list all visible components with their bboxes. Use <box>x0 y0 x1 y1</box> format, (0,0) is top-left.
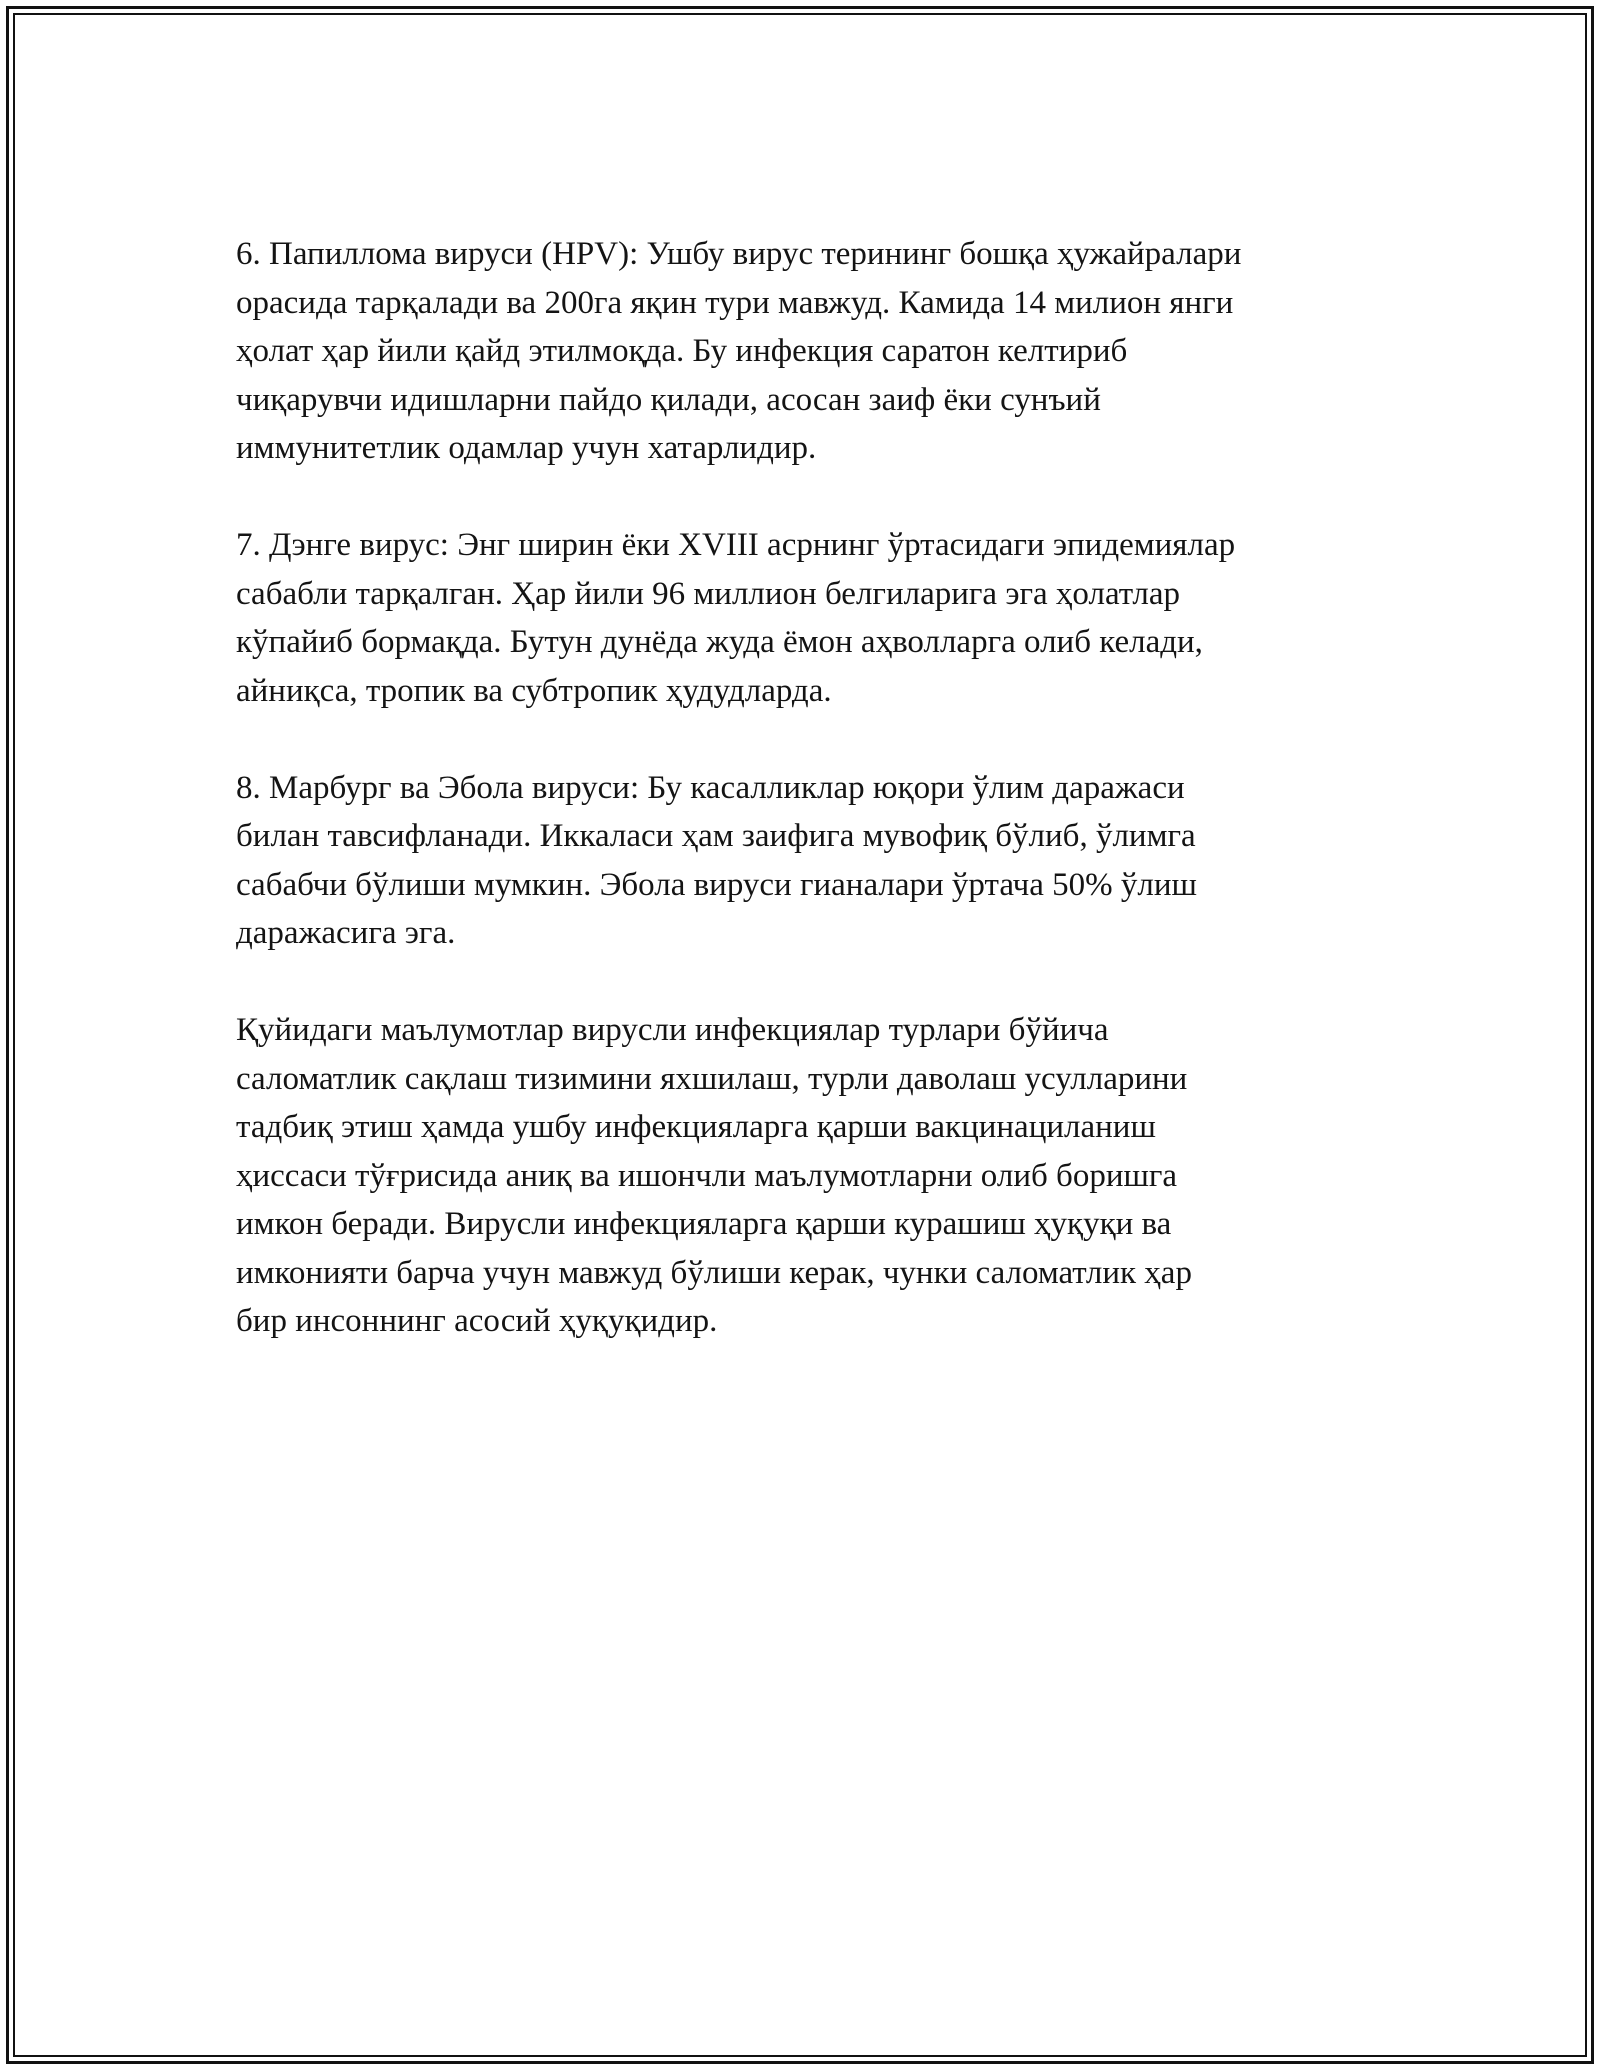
paragraph-dengue <box>236 521 1366 715</box>
text-line: чиқарувчи идишларни пайдо қилади, асосан заиф ёки сунъий <box>236 381 1101 418</box>
text-line: билан тавсифланади. Иккаласи ҳам заифига мувофиқ бўлиб, ўлимга <box>236 818 1196 854</box>
text-line: имконияти барча учун мавжуд бўлиши керак, чунки саломатлик ҳар <box>236 1254 1192 1291</box>
text-line: иммунитетлик одамлар учун хатарлидир. <box>236 430 817 466</box>
text-line: кўпайиб бормақда. Бутун дунёда жуда ёмон аҳволларга олиб келади, <box>236 624 1203 660</box>
text-line: сабабчи бўлиши мумкин. Эбола вируси гианалари ўртача 50% ўлиш <box>236 866 1197 903</box>
document-body <box>236 230 1366 1394</box>
text-line: даражасига эга. <box>236 915 456 951</box>
text-line: ҳиссаси тўғрисида аниқ ва ишончли маълумотларни олиб боришга <box>236 1157 1178 1194</box>
text-line: 7. Дэнге вирус: Энг ширин ёки XVIII асрнинг ўртасидаги эпидемиялар <box>236 527 1236 563</box>
text-line: имкон беради. Вирусли инфекцияларга қарши курашиш ҳуқуқи ва <box>236 1206 1172 1242</box>
paragraph-conclusion <box>236 1006 1366 1346</box>
text-line: Қуйидаги маълумотлар вирусли инфекциялар турлари бўйича <box>236 1012 1109 1048</box>
paragraph-marburg-ebola <box>236 764 1366 958</box>
text-line: орасида тарқалади ва 200га яқин тури мавжуд. Камида 14 милион янги <box>236 284 1234 321</box>
text-line: сабабли тарқалган. Ҳар йили 96 миллион белгиларига эга ҳолатлар <box>236 575 1180 612</box>
text-line: 6. Папиллома вируси (HPV): Ушбу вирус терининг бошқа ҳужайралари <box>236 236 1242 272</box>
text-line: ҳолат ҳар йили қайд этилмоқда. Бу инфекция саратон келтириб <box>236 333 1128 369</box>
text-line: саломатлик сақлаш тизимини яхшилаш, турли даволаш усулларини <box>236 1060 1188 1097</box>
text-line: бир инсоннинг асосий ҳуқуқидир. <box>236 1303 718 1339</box>
text-line: айниқса, тропик ва субтропик ҳудудларда. <box>236 672 832 709</box>
text-line: 8. Марбург ва Эбола вируси: Бу касалликлар юқори ўлим даражаси <box>236 769 1185 806</box>
paragraph-hpv <box>236 230 1366 473</box>
text-line: тадбиқ этиш ҳамда ушбу инфекцияларга қарши вакцинациланиш <box>236 1109 1156 1145</box>
